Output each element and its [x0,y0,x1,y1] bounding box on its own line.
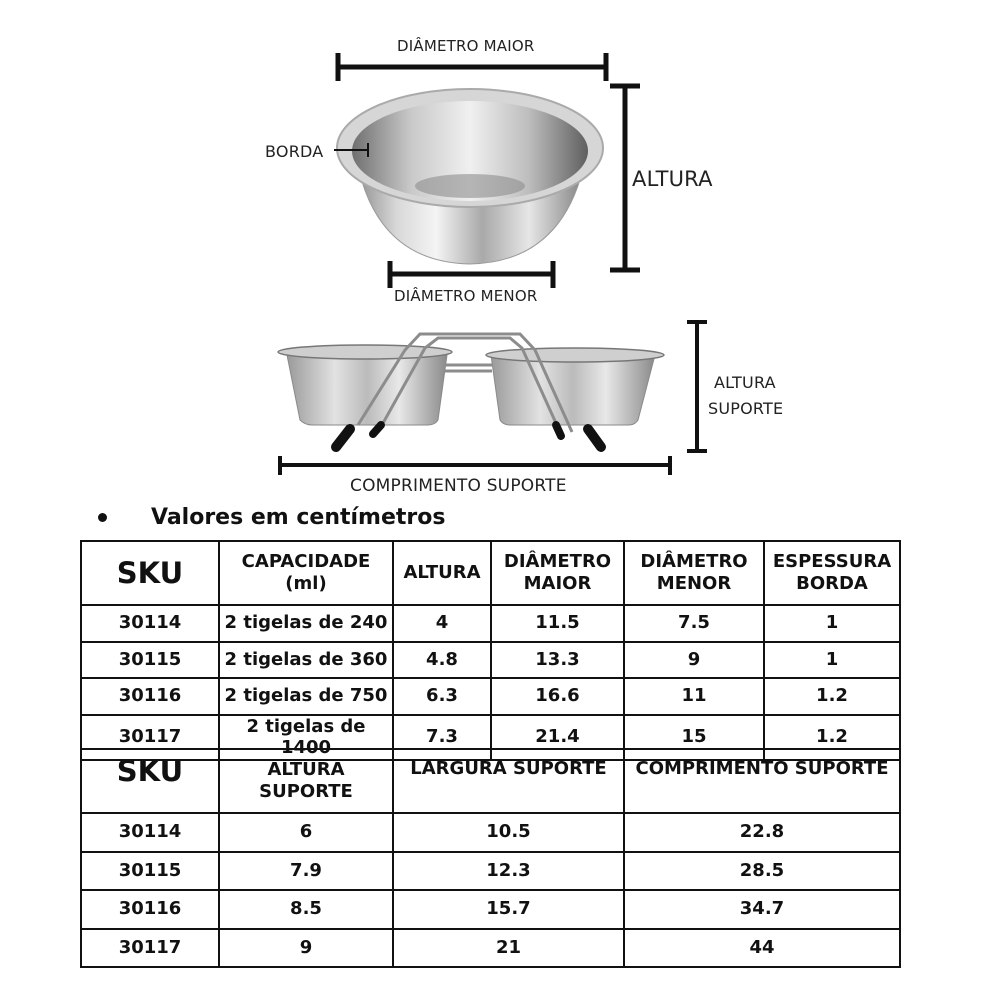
largura-suporte-header: LARGURA SUPORTE [393,749,624,813]
bullet-icon [98,513,107,522]
comprimento-suporte-cell: 28.5 [624,852,900,891]
stand-dimensions-table [80,748,901,968]
sku-cell: 30114 [81,813,219,852]
diametro-maior-label: DIÂMETRO MAIOR [397,37,535,55]
diametro-maior-cell: 21.4 [491,715,624,760]
diametro-menor-cell: 15 [624,715,764,760]
altura-suporte-label-line1: ALTURA [714,373,776,392]
altura-cell: 6.3 [393,678,491,715]
altura-suporte-label-line2: SUPORTE [708,399,784,418]
sku-header: SKU [81,541,219,605]
espessura-borda-cell: 1.2 [764,715,900,760]
table-row [81,813,900,852]
altura-cell: 4.8 [393,642,491,679]
table-header-row [81,541,900,605]
values-heading-row [98,505,445,530]
altura-suporte-dimension-line [687,322,707,451]
espessura-borda-header: ESPESSURA BORDA [764,541,900,605]
comprimento-suporte-cell: 44 [624,929,900,968]
diametro-maior-cell: 13.3 [491,642,624,679]
espessura-borda-cell: 1 [764,605,900,642]
diametro-menor-label: DIÂMETRO MENOR [394,287,538,305]
table-row [81,890,900,929]
table-row [81,678,900,715]
altura-header: ALTURA [393,541,491,605]
borda-label: BORDA [265,142,324,161]
altura-suporte-cell: 9 [219,929,393,968]
table-row [81,929,900,968]
altura-label: ALTURA [632,167,713,191]
sku-cell: 30115 [81,642,219,679]
comprimento-suporte-cell: 22.8 [624,813,900,852]
capacidade-cell: 2 tigelas de 750 [219,678,393,715]
diametro-menor-cell: 7.5 [624,605,764,642]
largura-suporte-cell: 15.7 [393,890,624,929]
stand-image [278,334,664,447]
altura-suporte-cell: 7.9 [219,852,393,891]
comprimento-suporte-header: COMPRIMENTO SUPORTE [624,749,900,813]
table-row [81,605,900,642]
largura-suporte-cell: 12.3 [393,852,624,891]
diametro-maior-header: DIÂMETRO MAIOR [491,541,624,605]
comprimento-suporte-label: COMPRIMENTO SUPORTE [350,476,567,496]
sku-cell: 30115 [81,852,219,891]
sku-cell: 30116 [81,678,219,715]
altura-suporte-cell: 8.5 [219,890,393,929]
diametro-maior-cell: 11.5 [491,605,624,642]
espessura-borda-cell: 1 [764,642,900,679]
diametro-maior-dimension-line [338,53,606,81]
capacidade-header: CAPACIDADE (ml) [219,541,393,605]
largura-suporte-cell: 10.5 [393,813,624,852]
altura-cell: 4 [393,605,491,642]
sku-cell: 30117 [81,929,219,968]
sku-header: SKU [81,749,219,813]
largura-suporte-cell: 21 [393,929,624,968]
diametro-menor-cell: 9 [624,642,764,679]
diametro-maior-cell: 16.6 [491,678,624,715]
diametro-menor-header: DIÂMETRO MENOR [624,541,764,605]
sku-cell: 30117 [81,715,219,760]
comprimento-suporte-dimension-line [280,456,670,475]
capacidade-cell: 2 tigelas de 240 [219,605,393,642]
sku-cell: 30114 [81,605,219,642]
table-row [81,642,900,679]
altura-cell: 7.3 [393,715,491,760]
sku-cell: 30116 [81,890,219,929]
espessura-borda-cell: 1.2 [764,678,900,715]
capacidade-cell: 2 tigelas de 1400 [219,715,393,760]
comprimento-suporte-cell: 34.7 [624,890,900,929]
table-row [81,852,900,891]
capacidade-cell: 2 tigelas de 360 [219,642,393,679]
diametro-menor-cell: 11 [624,678,764,715]
bowl-image [337,89,603,264]
table-header-row [81,749,900,813]
values-heading: Valores em centímetros [151,505,446,530]
altura-suporte-cell: 6 [219,813,393,852]
bowl-dimensions-table [80,540,901,761]
altura-suporte-header: ALTURA SUPORTE [219,749,393,813]
diametro-menor-dimension-line [390,261,553,288]
